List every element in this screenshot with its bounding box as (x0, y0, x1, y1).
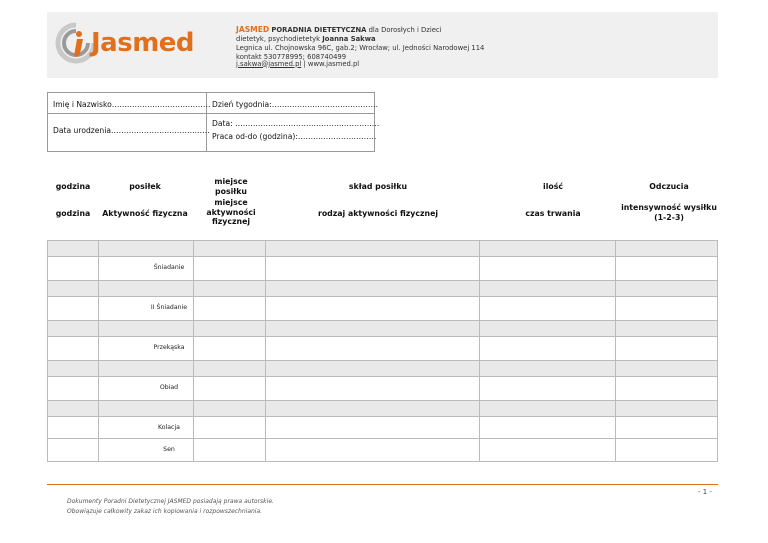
jasmed-logo (53, 20, 195, 66)
copyright-line-2: Obowiązuje całkowity zakaz ich kopiowania i rozpowszechniania. (67, 508, 263, 515)
email-line (236, 61, 484, 68)
logo-wordmark: Jasmed (91, 28, 195, 58)
grid-spacer-row (47, 280, 718, 296)
grid-spacer-row (47, 360, 718, 376)
grid-line (717, 240, 718, 462)
col-quantity: ilość (543, 182, 563, 191)
col-activity-time: godzina (55, 209, 91, 218)
clinic-details (236, 25, 484, 68)
patient-info-box (47, 92, 380, 152)
email-link[interactable]: j.sakwa@jasmed.pl (236, 59, 302, 68)
weekday-field[interactable]: Dzień tygodnia:…………………………………… (212, 100, 379, 109)
grid-line (47, 240, 718, 241)
brand-name: JASMED (236, 25, 270, 34)
grid-line (47, 438, 718, 439)
table-header (47, 174, 718, 228)
grid-spacer-row (47, 400, 718, 416)
copyright-line-1: Dokumenty Poradni Dietetycznej JASMED posiadają prawa autorskie. (67, 498, 274, 505)
meal-label: Kolacja (158, 424, 180, 431)
meal-label: Sen (163, 446, 175, 453)
grid-line (47, 336, 718, 337)
grid-line (47, 256, 718, 257)
col-time: godzina (55, 182, 91, 191)
grid-line (47, 376, 718, 377)
grid-line (615, 240, 616, 462)
col-activity-place: miejsce aktywności fizycznej (206, 198, 256, 227)
col-activity-type: rodzaj aktywności fizycznej (317, 209, 439, 218)
col-meal-place: miejsce posiłku (214, 177, 248, 196)
address-line: Legnica ul. Chojnowska 96C, gab.2; Wrocław; ul. Jedności Narodowej 114 (236, 44, 485, 53)
staff-line (236, 35, 484, 44)
grid-line (479, 240, 480, 462)
grid-line (47, 320, 718, 321)
footer-divider (47, 484, 718, 485)
clinic-name-line (236, 25, 484, 35)
grid-spacer-row (47, 240, 718, 256)
col-feelings: Odczucia (649, 182, 689, 191)
col-duration: czas trwania (525, 209, 581, 218)
col-meal-composition: skład posiłku (348, 182, 408, 191)
col-intensity: intensywność wysiłku (1-2-3) (621, 203, 717, 222)
birthdate-field[interactable]: Data urodzenia………………………………… (53, 126, 210, 135)
grid-line (47, 416, 718, 417)
meal-label: Obiad (159, 384, 179, 391)
date-field[interactable]: Data: ………………………………………………… (212, 119, 380, 128)
meal-label: II Śniadanie (150, 304, 188, 311)
copyright-notice (67, 497, 274, 517)
diary-grid (47, 240, 718, 462)
col-meal: posiłek (129, 182, 161, 191)
meal-label: Przekąska (153, 344, 185, 351)
grid-line (47, 360, 718, 361)
staff-name: Joanna Sakwa (322, 35, 376, 44)
grid-line (265, 240, 266, 462)
staff-prefix: dietetyk, psychodietetyk (236, 35, 323, 44)
clinic-suffix: dla Dorosłych i Dzieci (366, 26, 442, 34)
grid-line (47, 461, 718, 462)
info-divider-horizontal (48, 113, 374, 114)
grid-line (47, 280, 718, 281)
col-activity: Aktywność fizyczna (102, 209, 188, 218)
page-number: - 1 - (698, 488, 712, 496)
name-field[interactable]: Imię i Nazwisko………………………………… (53, 100, 211, 109)
work-hours-field[interactable]: Praca od-do (godzina):…………………………. (212, 132, 377, 141)
grid-line (47, 240, 48, 462)
clinic-title: PORADNIA DIETETYCZNA (271, 26, 367, 34)
grid-line (47, 296, 718, 297)
contact-line: kontakt 530778995; 608740499 (236, 52, 347, 61)
website[interactable]: | www.jasmed.pl (301, 59, 360, 68)
meal-label: Śniadanie (153, 264, 185, 271)
grid-line (47, 400, 718, 401)
grid-spacer-row (47, 320, 718, 336)
